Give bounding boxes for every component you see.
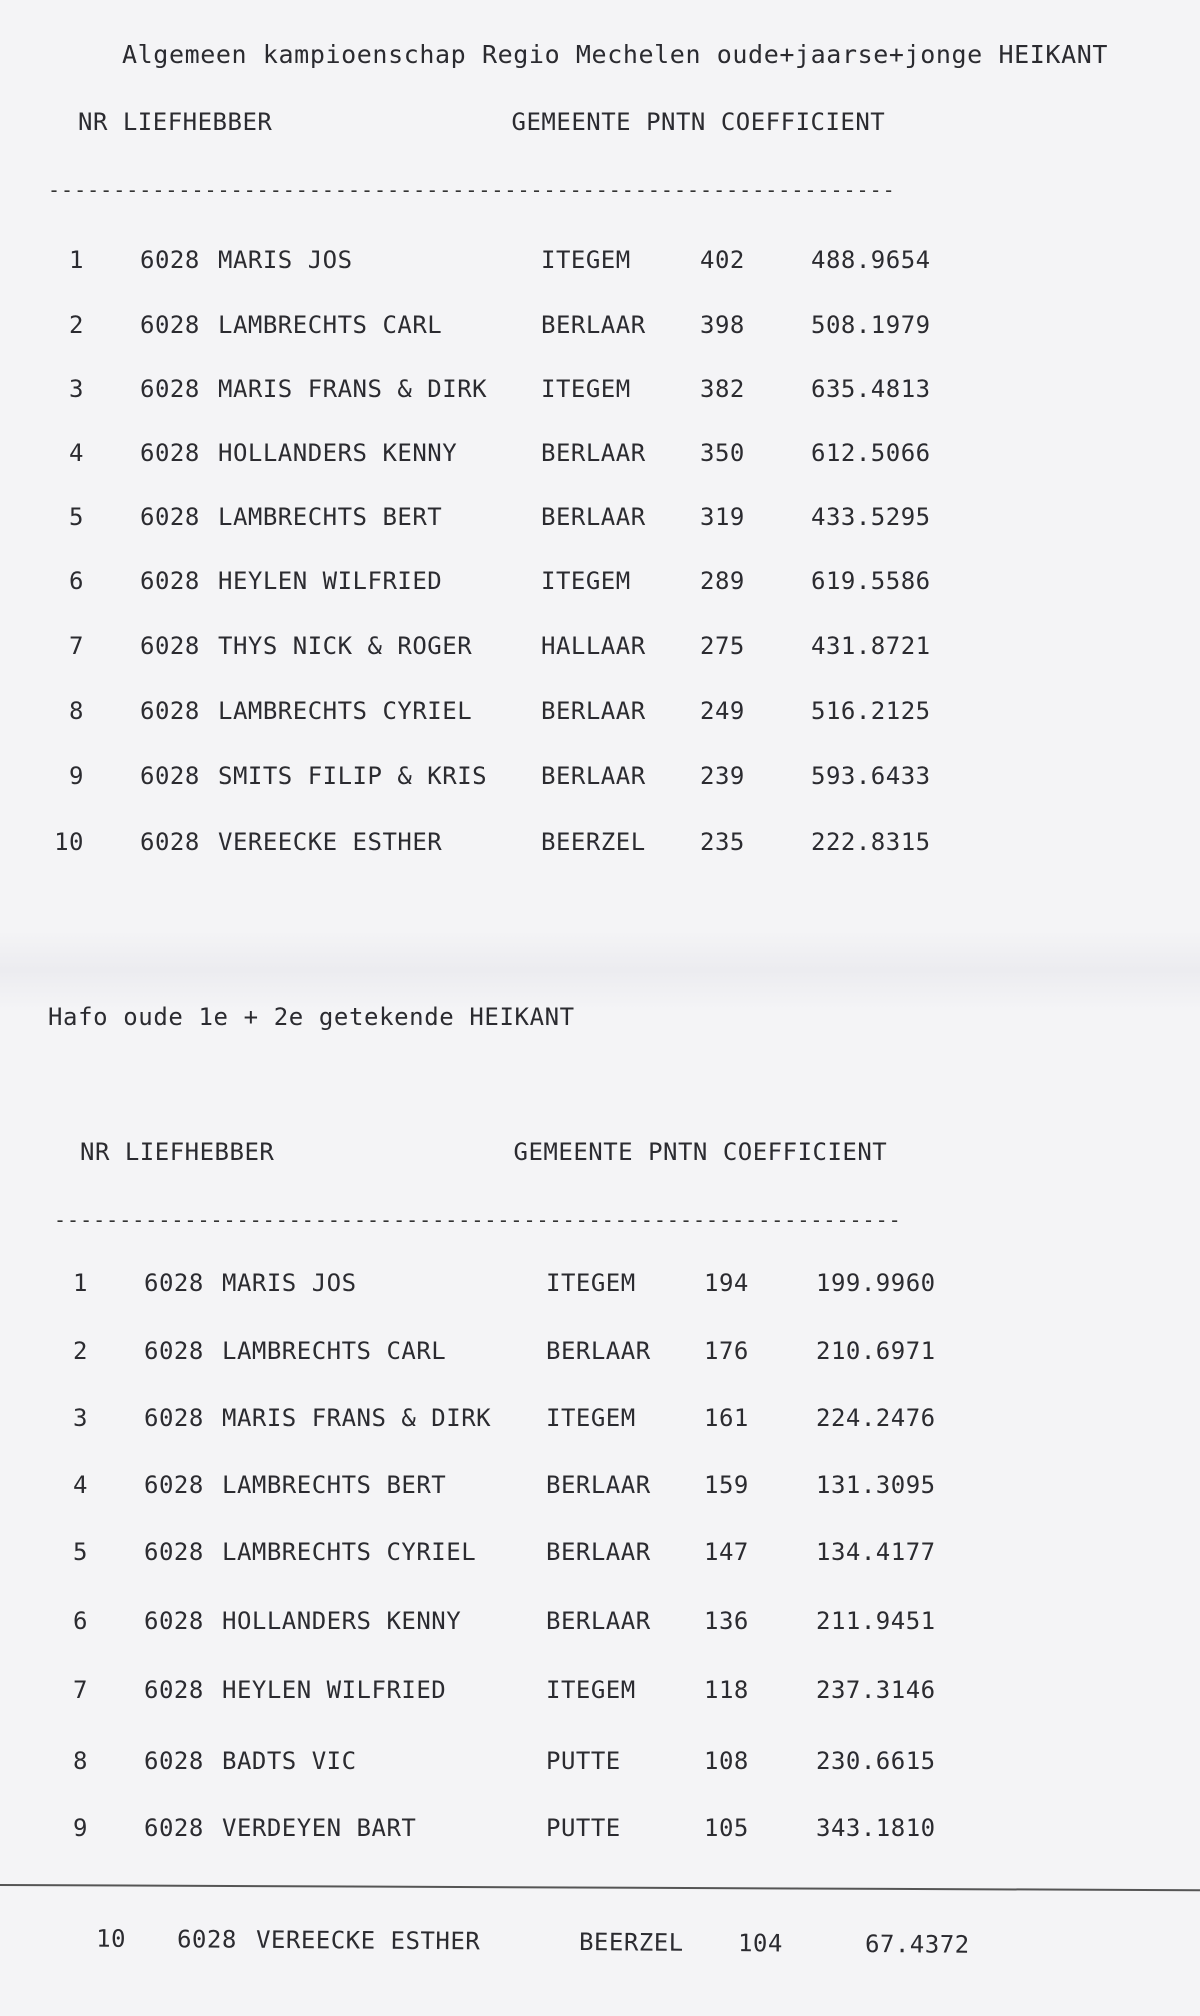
- section1-title: Algemeen kampioenschap Regio Mechelen oude+jaarse+jonge HEIKANT: [122, 40, 1109, 69]
- table-row: [0, 1404, 1200, 1444]
- coefficient-cell: 237.3146: [816, 1676, 936, 1704]
- points-cell: 147: [704, 1538, 749, 1566]
- rank-cell: 10: [54, 828, 84, 856]
- municipality-cell: BEERZEL: [578, 1928, 684, 1957]
- municipality-cell: HALLAAR: [541, 632, 646, 660]
- table-row: [0, 632, 1200, 672]
- municipality-cell: ITEGEM: [546, 1404, 636, 1432]
- coefficient-cell: 222.8315: [811, 828, 931, 856]
- fancier-name-cell: HOLLANDERS KENNY: [222, 1607, 462, 1635]
- points-cell: 402: [700, 246, 745, 274]
- rank-cell: 10: [96, 1924, 127, 1953]
- coefficient-cell: 619.5586: [811, 567, 931, 595]
- coefficient-cell: 67.4372: [864, 1930, 970, 1959]
- member-number-cell: 6028: [144, 1676, 204, 1704]
- rank-cell: 7: [73, 1676, 88, 1704]
- coefficient-cell: 224.2476: [816, 1404, 936, 1432]
- table-row: [0, 311, 1200, 351]
- points-cell: 118: [704, 1676, 749, 1704]
- member-number-cell: 6028: [144, 1538, 204, 1566]
- rank-cell: 4: [69, 439, 84, 467]
- table-row: [0, 1471, 1200, 1511]
- rank-cell: 5: [69, 503, 84, 531]
- member-number-cell: 6028: [144, 1337, 204, 1365]
- fancier-name-cell: LAMBRECHTS CARL: [222, 1337, 447, 1365]
- table-row: [0, 1607, 1200, 1647]
- points-cell: 176: [704, 1337, 749, 1365]
- table-row: [0, 1676, 1200, 1716]
- fancier-name-cell: MARIS FRANS & DIRK: [222, 1404, 492, 1432]
- points-cell: 249: [700, 697, 745, 725]
- table-row: [0, 1337, 1200, 1377]
- rank-cell: 3: [73, 1404, 88, 1432]
- table-row: [0, 1538, 1200, 1578]
- member-number-cell: 6028: [140, 567, 200, 595]
- member-number-cell: 6028: [144, 1471, 204, 1499]
- fancier-name-cell: LAMBRECHTS BERT: [218, 503, 443, 531]
- municipality-cell: ITEGEM: [541, 246, 631, 274]
- coefficient-cell: 134.4177: [816, 1538, 936, 1566]
- fancier-name-cell: HEYLEN WILFRIED: [222, 1676, 447, 1704]
- points-cell: 235: [700, 828, 745, 856]
- coefficient-cell: 131.3095: [816, 1471, 936, 1499]
- table-row: [0, 439, 1200, 479]
- coefficient-cell: 516.2125: [811, 697, 931, 725]
- member-number-cell: 6028: [144, 1269, 204, 1297]
- member-number-cell: 6028: [144, 1404, 204, 1432]
- points-cell: 159: [704, 1471, 749, 1499]
- rank-cell: 1: [69, 246, 84, 274]
- coefficient-cell: 433.5295: [811, 503, 931, 531]
- municipality-cell: ITEGEM: [541, 567, 631, 595]
- table-row: [0, 1814, 1200, 1854]
- table-row: [0, 762, 1200, 802]
- municipality-cell: BERLAAR: [541, 311, 646, 339]
- points-cell: 161: [704, 1404, 749, 1432]
- points-cell: 382: [700, 375, 745, 403]
- fancier-name-cell: BADTS VIC: [222, 1747, 357, 1775]
- points-cell: 194: [704, 1269, 749, 1297]
- member-number-cell: 6028: [176, 1925, 237, 1954]
- fancier-name-cell: HOLLANDERS KENNY: [218, 439, 458, 467]
- coefficient-cell: 343.1810: [816, 1814, 936, 1842]
- rank-cell: 7: [69, 632, 84, 660]
- rank-cell: 6: [69, 567, 84, 595]
- fancier-name-cell: LAMBRECHTS CARL: [218, 311, 443, 339]
- fancier-name-cell: SMITS FILIP & KRIS: [218, 762, 488, 790]
- member-number-cell: 6028: [140, 828, 200, 856]
- fancier-name-cell: THYS NICK & ROGER: [218, 632, 473, 660]
- section2-separator: -----------------------------------------------------------------: [54, 1208, 902, 1232]
- section2-title: Hafo oude 1e + 2e getekende HEIKANT: [48, 1003, 575, 1031]
- member-number-cell: 6028: [144, 1747, 204, 1775]
- table-row: [0, 1747, 1200, 1787]
- points-cell: 104: [737, 1929, 783, 1958]
- rank-cell: 8: [73, 1747, 88, 1775]
- municipality-cell: ITEGEM: [541, 375, 631, 403]
- points-cell: 105: [704, 1814, 749, 1842]
- member-number-cell: 6028: [140, 439, 200, 467]
- rank-cell: 5: [73, 1538, 88, 1566]
- coefficient-cell: 488.9654: [811, 246, 931, 274]
- member-number-cell: 6028: [140, 311, 200, 339]
- page-cut-line: [0, 1884, 1200, 1891]
- points-cell: 289: [700, 567, 745, 595]
- municipality-cell: BERLAAR: [546, 1337, 651, 1365]
- municipality-cell: ITEGEM: [546, 1269, 636, 1297]
- coefficient-cell: 593.6433: [811, 762, 931, 790]
- member-number-cell: 6028: [140, 246, 200, 274]
- municipality-cell: BERLAAR: [541, 697, 646, 725]
- fancier-name-cell: MARIS JOS: [218, 246, 353, 274]
- table-row: [0, 828, 1200, 868]
- points-cell: 398: [700, 311, 745, 339]
- points-cell: 108: [704, 1747, 749, 1775]
- table-row: [0, 375, 1200, 415]
- coefficient-cell: 635.4813: [811, 375, 931, 403]
- coefficient-cell: 211.9451: [816, 1607, 936, 1635]
- municipality-cell: BERLAAR: [541, 503, 646, 531]
- points-cell: 319: [700, 503, 745, 531]
- municipality-cell: ITEGEM: [546, 1676, 636, 1704]
- table-row: [0, 567, 1200, 607]
- rank-cell: 9: [69, 762, 84, 790]
- fancier-name-cell: MARIS JOS: [222, 1269, 357, 1297]
- coefficient-cell: 230.6615: [816, 1747, 936, 1775]
- fancier-name-cell: VEREECKE ESTHER: [218, 828, 443, 856]
- section1-header: NR LIEFHEBBER GEMEENTE PNTN COEFFICIENT: [78, 108, 886, 136]
- member-number-cell: 6028: [144, 1607, 204, 1635]
- fancier-name-cell: LAMBRECHTS CYRIEL: [218, 697, 473, 725]
- table-row: [0, 503, 1200, 543]
- table-row: [0, 1269, 1200, 1309]
- rank-cell: 8: [69, 697, 84, 725]
- member-number-cell: 6028: [144, 1814, 204, 1842]
- rank-cell: 4: [73, 1471, 88, 1499]
- member-number-cell: 6028: [140, 503, 200, 531]
- coefficient-cell: 508.1979: [811, 311, 931, 339]
- fancier-name-cell: MARIS FRANS & DIRK: [218, 375, 488, 403]
- coefficient-cell: 210.6971: [816, 1337, 936, 1365]
- coefficient-cell: 612.5066: [811, 439, 931, 467]
- table-row: [0, 697, 1200, 737]
- points-cell: 350: [700, 439, 745, 467]
- points-cell: 136: [704, 1607, 749, 1635]
- fancier-name-cell: LAMBRECHTS BERT: [222, 1471, 447, 1499]
- member-number-cell: 6028: [140, 375, 200, 403]
- municipality-cell: BERLAAR: [546, 1538, 651, 1566]
- member-number-cell: 6028: [140, 632, 200, 660]
- points-cell: 275: [700, 632, 745, 660]
- section1-separator: -----------------------------------------------------------------: [48, 178, 896, 202]
- rank-cell: 9: [73, 1814, 88, 1842]
- rank-cell: 1: [73, 1269, 88, 1297]
- rank-cell: 2: [73, 1337, 88, 1365]
- municipality-cell: BERLAAR: [546, 1607, 651, 1635]
- municipality-cell: BERLAAR: [546, 1471, 651, 1499]
- member-number-cell: 6028: [140, 697, 200, 725]
- rank-cell: 6: [73, 1607, 88, 1635]
- table-row: [0, 246, 1200, 286]
- municipality-cell: PUTTE: [546, 1747, 621, 1775]
- paper-fold-shadow: [0, 930, 1200, 1010]
- municipality-cell: BEERZEL: [541, 828, 646, 856]
- coefficient-cell: 431.8721: [811, 632, 931, 660]
- fancier-name-cell: VERDEYEN BART: [222, 1814, 417, 1842]
- coefficient-cell: 199.9960: [816, 1269, 936, 1297]
- rank-cell: 3: [69, 375, 84, 403]
- member-number-cell: 6028: [140, 762, 200, 790]
- municipality-cell: BERLAAR: [541, 762, 646, 790]
- rank-cell: 2: [69, 311, 84, 339]
- fancier-name-cell: LAMBRECHTS CYRIEL: [222, 1538, 477, 1566]
- fancier-name-cell: VEREECKE ESTHER: [255, 1925, 481, 1956]
- points-cell: 239: [700, 762, 745, 790]
- municipality-cell: PUTTE: [546, 1814, 621, 1842]
- section2-header: NR LIEFHEBBER GEMEENTE PNTN COEFFICIENT: [80, 1138, 888, 1166]
- municipality-cell: BERLAAR: [541, 439, 646, 467]
- table-row: [0, 1924, 1200, 1972]
- fancier-name-cell: HEYLEN WILFRIED: [218, 567, 443, 595]
